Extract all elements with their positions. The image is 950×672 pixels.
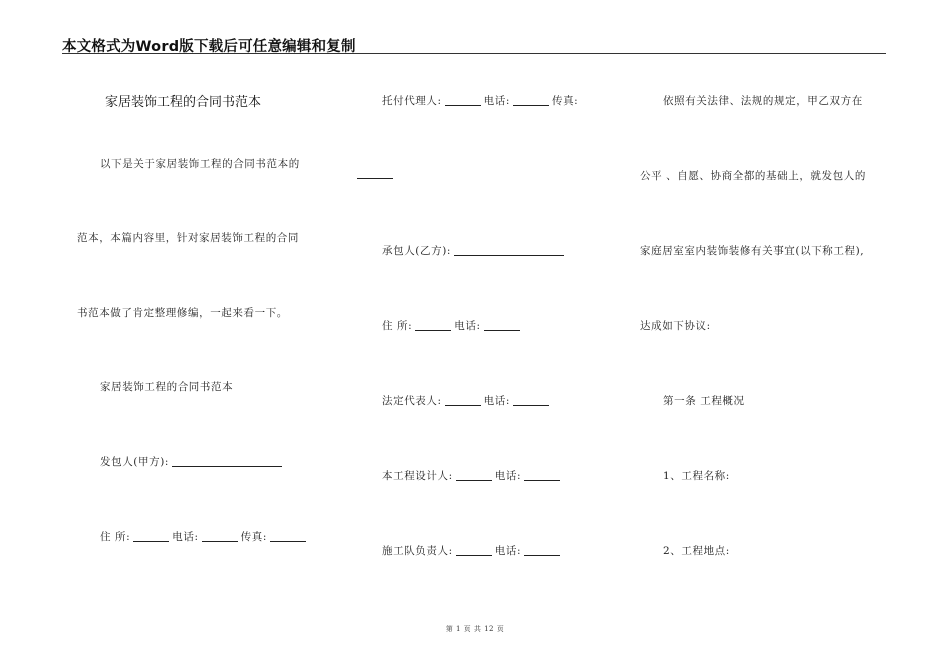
header-divider	[62, 53, 886, 54]
subtitle: 家居装饰工程的合同书范本	[100, 381, 234, 393]
legal-rep-label: 法定代表人:	[382, 395, 442, 407]
party-a-line	[100, 454, 285, 469]
party-b-address-blank	[415, 320, 451, 331]
agent-blank	[445, 95, 481, 106]
agent-fax-label: 传真:	[551, 95, 579, 107]
intro-line-2: 范本，本篇内容里，针对家居装饰工程的合同	[77, 232, 299, 244]
clause-line-4: 达成如下协议:	[640, 320, 711, 332]
fax-blank	[270, 531, 306, 542]
phone-blank	[202, 531, 238, 542]
intro-line-3: 书范本做了肯定整理修编，一起来看一下。	[77, 307, 288, 319]
designer-line	[382, 468, 563, 483]
agent-label: 托付代理人:	[382, 95, 442, 107]
legal-rep-blank	[445, 395, 481, 406]
agent-phone-label: 电话:	[483, 95, 510, 107]
designer-phone-label: 电话:	[494, 470, 522, 482]
agent-line	[382, 93, 578, 108]
crew-leader-phone-label: 电话:	[494, 545, 522, 557]
designer-blank	[456, 470, 492, 481]
party-a-address-line	[100, 529, 309, 544]
party-b-phone-blank	[484, 320, 520, 331]
intro-line-1: 以下是关于家居装饰工程的合同书范本的	[100, 158, 300, 170]
legal-rep-phone-blank	[513, 395, 549, 406]
document-banner: 本文格式为Word版下载后可任意编辑和复制	[62, 39, 356, 55]
project-name-item: 1、工程名称:	[663, 470, 730, 482]
party-b-address-label: 住 所:	[382, 320, 413, 332]
party-b-blank	[454, 245, 564, 256]
project-location-item: 2、工程地点:	[663, 545, 730, 557]
party-b-phone-label: 电话:	[454, 320, 481, 332]
designer-phone-blank	[524, 470, 560, 481]
agent-phone-blank	[513, 95, 549, 106]
legal-rep-phone-label: 电话:	[483, 395, 510, 407]
crew-leader-line	[382, 543, 563, 558]
crew-leader-phone-blank	[524, 545, 560, 556]
party-a-label: 发包人(甲方):	[100, 456, 170, 468]
clause-line-3: 家庭居室室内装饰装修有关事宜(以下称工程),	[640, 245, 865, 257]
article-1-heading: 第一条 工程概况	[663, 395, 745, 407]
fax-label: 传真:	[240, 531, 267, 543]
page-number: 第 1 页 共 12 页	[445, 625, 505, 633]
clause-line-2: 公平 、自愿、协商全都的基础上，就发包人的	[640, 170, 866, 182]
crew-leader-blank	[456, 545, 492, 556]
party-a-blank	[172, 456, 282, 467]
address-blank	[133, 531, 169, 542]
address-label: 住 所:	[100, 531, 131, 543]
legal-rep-line	[382, 393, 552, 408]
designer-label: 本工程设计人:	[382, 470, 453, 482]
phone-label: 电话:	[172, 531, 199, 543]
document-title: 家居装饰工程的合同书范本	[105, 95, 262, 110]
party-b-line	[382, 243, 567, 258]
party-b-address-line	[382, 318, 523, 333]
crew-leader-label: 施工队负责人:	[382, 545, 453, 557]
clause-line-1: 依照有关法律、法规的规定，甲乙双方在	[663, 95, 863, 107]
party-b-label: 承包人(乙方):	[382, 245, 452, 257]
agent-fax-blank	[357, 178, 393, 179]
